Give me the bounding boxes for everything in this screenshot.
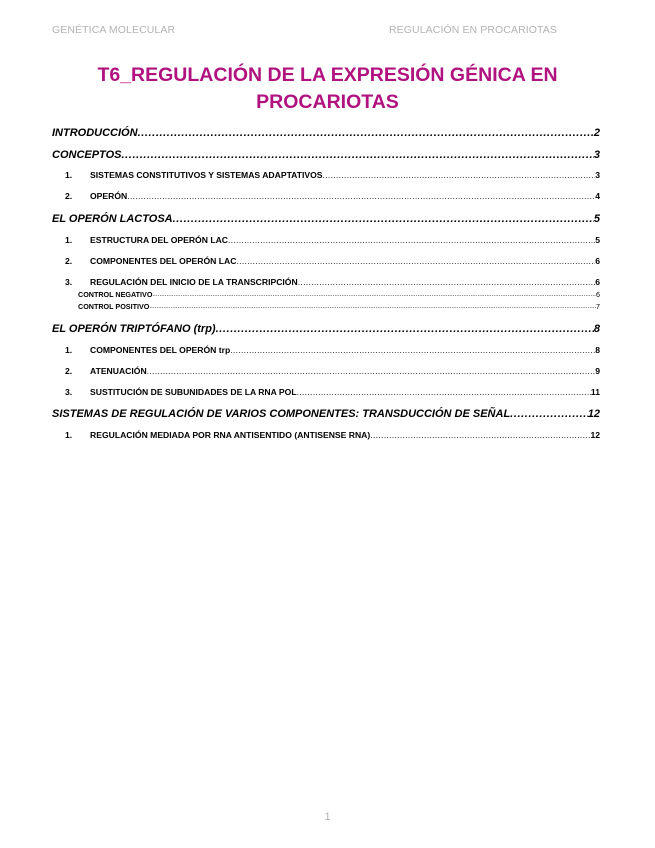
toc-entry-number: 2. xyxy=(65,191,73,201)
toc-entry-number: 1. xyxy=(65,235,73,245)
toc-entry[interactable] xyxy=(52,168,600,182)
toc-dot-leader xyxy=(138,125,594,141)
header-right: REGULACIÓN EN PROCARIOTAS xyxy=(389,24,557,36)
toc-entry-label: COMPONENTES DEL OPERÓN LAC xyxy=(90,256,237,266)
toc-entry-page: 5 xyxy=(593,213,600,225)
toc-entry[interactable] xyxy=(52,343,600,357)
toc-entry-label: INTRODUCCIÓN xyxy=(52,127,138,139)
toc-entry-page: 7 xyxy=(596,302,600,311)
toc-dot-leader xyxy=(230,343,595,357)
title-line-1: T6_REGULACIÓN DE LA EXPRESIÓN GÉNICA EN xyxy=(97,64,558,86)
running-header xyxy=(52,24,557,38)
toc-dot-leader xyxy=(152,290,596,300)
toc-entry[interactable] xyxy=(52,428,600,442)
toc-entry-page: 5 xyxy=(595,235,600,245)
toc-entry-page: 12 xyxy=(587,408,600,420)
toc-entry-number: 2. xyxy=(65,366,73,376)
toc-entry-number: 1. xyxy=(65,345,73,355)
toc-dot-leader xyxy=(297,385,591,399)
document-title xyxy=(52,62,603,116)
title-line-2: PROCARIOTAS xyxy=(256,91,399,113)
toc-dot-leader xyxy=(127,189,595,203)
toc-entry[interactable] xyxy=(52,385,600,399)
toc-dot-leader xyxy=(298,275,596,289)
toc-entry-label: ATENUACIÓN xyxy=(90,366,147,376)
toc-entry-label: REGULACIÓN MEDIADA POR RNA ANTISENTIDO (ANTISENSE RNA) xyxy=(90,430,371,440)
toc-entry-page: 6 xyxy=(595,277,600,287)
toc-dot-leader xyxy=(216,321,594,337)
toc-dot-leader xyxy=(510,406,588,422)
page-number: 1 xyxy=(324,811,331,823)
toc-entry-page: 6 xyxy=(596,290,600,299)
toc-entry[interactable] xyxy=(52,254,600,268)
header-left: GENÉTICA MOLECULAR xyxy=(52,24,176,36)
toc-entry[interactable] xyxy=(52,321,600,337)
toc-dot-leader xyxy=(149,302,596,312)
toc-entry-number: 1. xyxy=(65,430,73,440)
toc-dot-leader xyxy=(147,364,596,378)
toc-entry-number: 1. xyxy=(65,170,73,180)
toc-entry-label: REGULACIÓN DEL INICIO DE LA TRANSCRIPCIÓN xyxy=(90,277,298,287)
toc-entry-label: CONCEPTOS xyxy=(52,149,122,161)
toc-dot-leader xyxy=(370,428,590,442)
toc-entry-label: CONTROL POSITIVO xyxy=(78,302,150,311)
toc-entry[interactable] xyxy=(52,406,600,422)
toc-entry-page: 3 xyxy=(595,170,600,180)
toc-entry[interactable] xyxy=(52,189,600,203)
toc-dot-leader xyxy=(228,233,595,247)
toc-entry-label: EL OPERÓN TRIPTÓFANO (trp) xyxy=(52,323,216,335)
toc-entry-label: COMPONENTES DEL OPERÓN trp xyxy=(90,345,231,355)
toc-entry[interactable] xyxy=(52,233,600,247)
toc-dot-leader xyxy=(121,147,593,163)
toc-entry-label: EL OPERÓN LACTOSA xyxy=(52,213,173,225)
toc-entry-page: 3 xyxy=(593,149,600,161)
toc-entry-page: 11 xyxy=(590,387,600,397)
toc-entry[interactable] xyxy=(52,147,600,163)
toc-entry-label: SISTEMAS DE REGULACIÓN DE VARIOS COMPONENTES: TRANSDUCCIÓN DE SEÑAL xyxy=(52,408,511,420)
toc-entry-page: 2 xyxy=(593,127,600,139)
toc-entry-label: OPERÓN xyxy=(90,191,128,201)
toc-dot-leader xyxy=(173,211,594,227)
toc-entry-number: 3. xyxy=(65,277,73,287)
toc-dot-leader xyxy=(236,254,595,268)
toc-entry-page: 8 xyxy=(593,323,600,335)
toc-entry[interactable] xyxy=(52,302,600,312)
toc-entry[interactable] xyxy=(52,275,600,289)
toc-entry-number: 2. xyxy=(65,256,73,266)
toc-entry-page: 12 xyxy=(590,430,600,440)
toc-entry-label: SUSTITUCIÓN DE SUBUNIDADES DE LA RNA POL xyxy=(90,387,297,397)
toc-entry-number: 3. xyxy=(65,387,73,397)
toc-entry[interactable] xyxy=(52,125,600,141)
toc-entry[interactable] xyxy=(52,364,600,378)
toc-dot-leader xyxy=(323,168,596,182)
toc-entry-page: 9 xyxy=(595,366,600,376)
toc-entry-label: SISTEMAS CONSTITUTIVOS Y SISTEMAS ADAPTATIVOS xyxy=(90,170,323,180)
toc-entry[interactable] xyxy=(52,211,600,227)
toc-entry-page: 8 xyxy=(595,345,600,355)
toc-entry-label: ESTRUCTURA DEL OPERÓN LAC xyxy=(90,235,228,245)
toc-entry-page: 4 xyxy=(595,191,600,201)
toc-entry-page: 6 xyxy=(595,256,600,266)
toc-entry[interactable] xyxy=(52,290,600,300)
toc-entry-label: CONTROL NEGATIVO xyxy=(78,290,153,299)
